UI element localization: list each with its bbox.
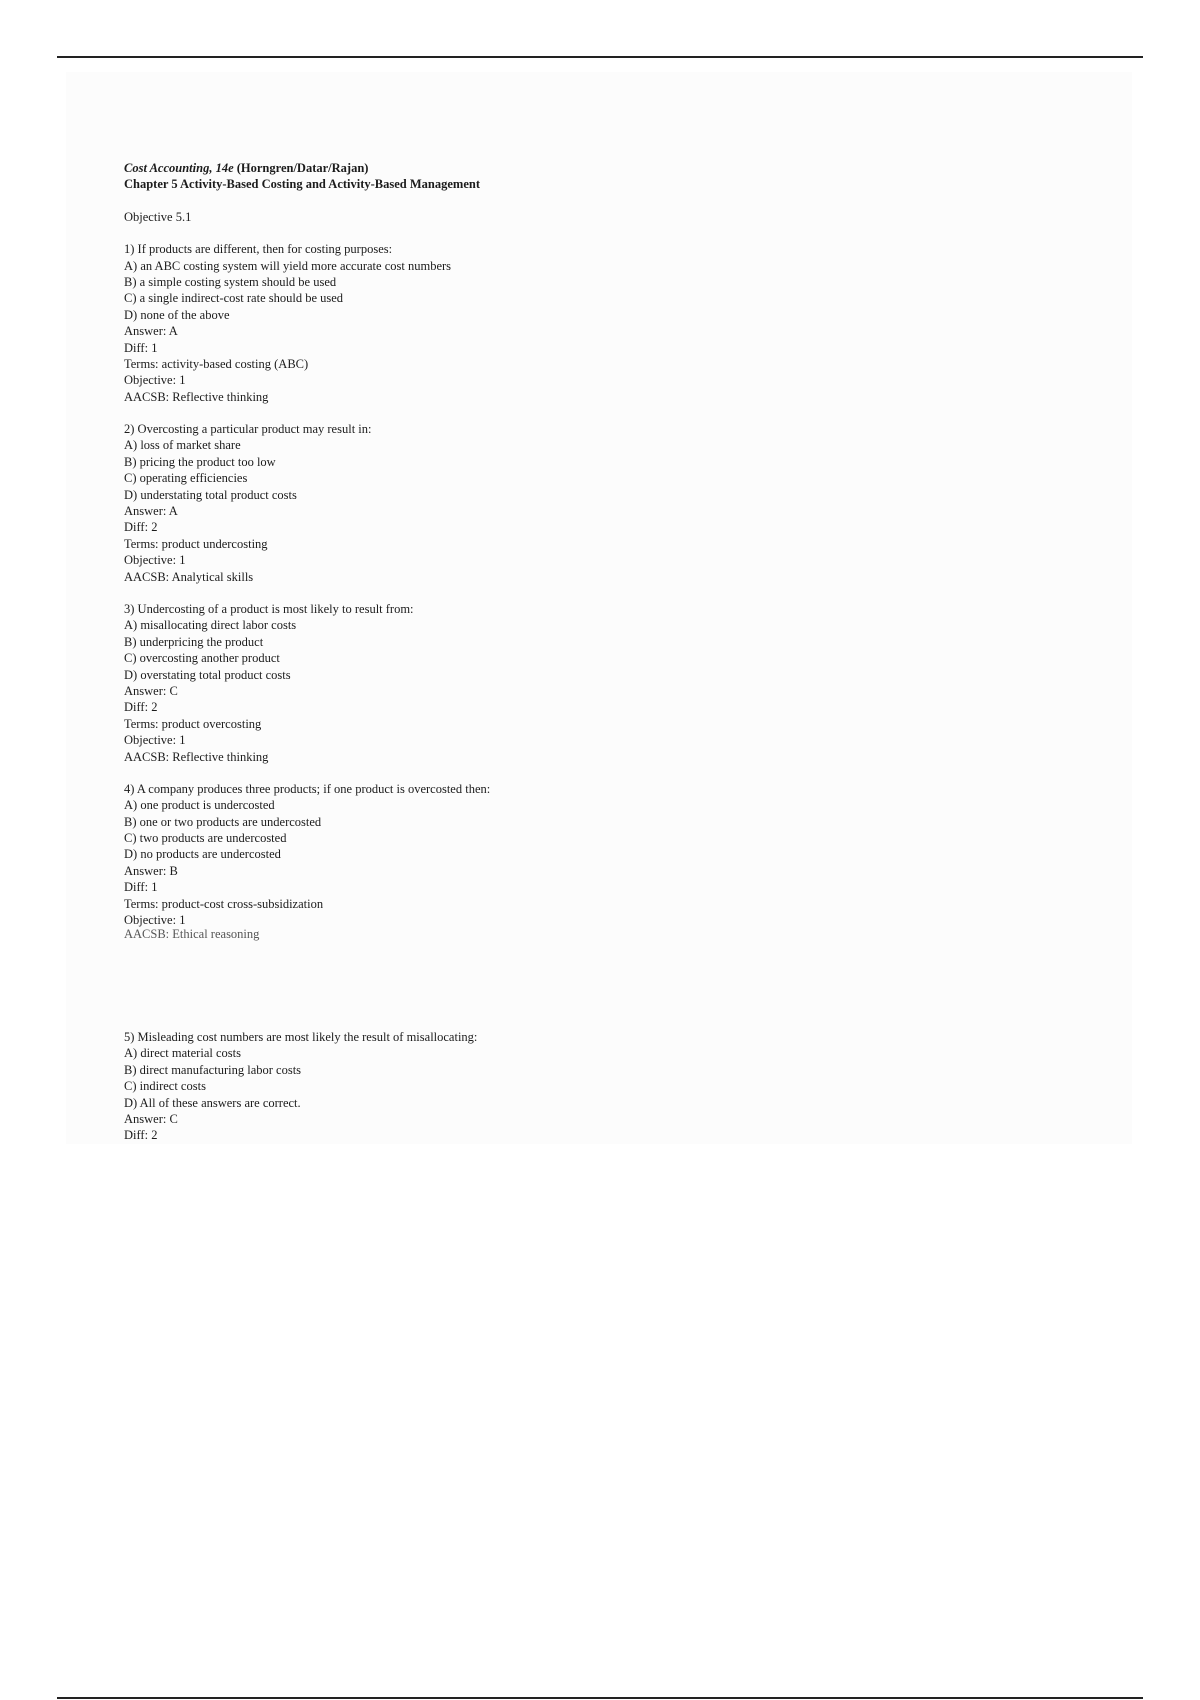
option: D) understating total product costs — [124, 487, 297, 502]
option: C) overcosting another product — [124, 651, 280, 666]
answer: Answer: C — [124, 1111, 178, 1126]
question-block — [124, 421, 684, 585]
option: D) All of these answers are correct. — [124, 1095, 301, 1110]
question-stem: 1) If products are different, then for costing purposes: — [124, 242, 393, 257]
answer: Answer: C — [124, 683, 178, 698]
document-page-2 — [124, 1029, 684, 1144]
difficulty: Diff: 1 — [124, 880, 158, 895]
option: D) overstating total product costs — [124, 667, 291, 682]
option: A) misallocating direct labor costs — [124, 618, 297, 633]
document-page-1 — [124, 160, 684, 928]
option: C) two products are undercosted — [124, 831, 287, 846]
option: D) none of the above — [124, 307, 230, 322]
cutoff-line — [124, 927, 324, 941]
question-block — [124, 241, 684, 405]
difficulty: Diff: 2 — [124, 520, 158, 535]
question-block — [124, 781, 684, 929]
answer: Answer: B — [124, 863, 178, 878]
aacsb: AACSB: Reflective thinking — [124, 749, 269, 764]
book-title: Cost Accounting, 14e — [124, 161, 234, 175]
question-stem: 5) Misleading cost numbers are most likely the result of misallocating: — [124, 1030, 478, 1044]
option: B) underpricing the product — [124, 634, 264, 649]
option: B) direct manufacturing labor costs — [124, 1062, 302, 1077]
answer: Answer: A — [124, 324, 178, 339]
option: C) operating efficiencies — [124, 471, 248, 486]
option: A) direct material costs — [124, 1046, 241, 1061]
difficulty: Diff: 2 — [124, 1128, 158, 1143]
option: D) no products are undercosted — [124, 847, 281, 862]
objective: Objective: 1 — [124, 553, 186, 568]
question-block — [124, 1029, 684, 1144]
option: A) loss of market share — [124, 438, 241, 453]
option: B) pricing the product too low — [124, 454, 276, 469]
question-stem: 2) Overcosting a particular product may result in: — [124, 422, 372, 437]
aacsb: AACSB: Reflective thinking — [124, 389, 269, 404]
aacsb-cutoff: AACSB: Ethical reasoning — [124, 927, 260, 941]
bottom-rule — [57, 1697, 1143, 1699]
book-title-line — [124, 160, 684, 176]
chapter-title: Chapter 5 Activity-Based Costing and Activity-Based Management — [124, 177, 481, 192]
aacsb: AACSB: Analytical skills — [124, 569, 254, 584]
terms: Terms: product overcosting — [124, 716, 262, 731]
objective: Objective: 1 — [124, 733, 186, 748]
question-stem: 4) A company produces three products; if one product is overcosted then: — [124, 781, 491, 796]
top-rule — [57, 56, 1143, 58]
terms: Terms: product-cost cross-subsidization — [124, 896, 324, 911]
option: A) one product is undercosted — [124, 798, 275, 813]
difficulty: Diff: 1 — [124, 340, 158, 355]
section-objective: Objective 5.1 — [124, 209, 192, 224]
book-authors: (Horngren/Datar/Rajan) — [233, 161, 369, 175]
option: C) a single indirect-cost rate should be used — [124, 291, 344, 306]
option: C) indirect costs — [124, 1079, 206, 1094]
terms: Terms: activity-based costing (ABC) — [124, 356, 309, 371]
terms: Terms: product undercosting — [124, 536, 268, 551]
objective: Objective: 1 — [124, 373, 186, 388]
objective: Objective: 1 — [124, 913, 186, 928]
option: B) a simple costing system should be used — [124, 274, 337, 289]
difficulty: Diff: 2 — [124, 700, 158, 715]
option: B) one or two products are undercosted — [124, 814, 322, 829]
question-block — [124, 601, 684, 765]
answer: Answer: A — [124, 504, 178, 519]
option: A) an ABC costing system will yield more accurate cost numbers — [124, 258, 452, 273]
question-stem: 3) Undercosting of a product is most likely to result from: — [124, 601, 414, 616]
